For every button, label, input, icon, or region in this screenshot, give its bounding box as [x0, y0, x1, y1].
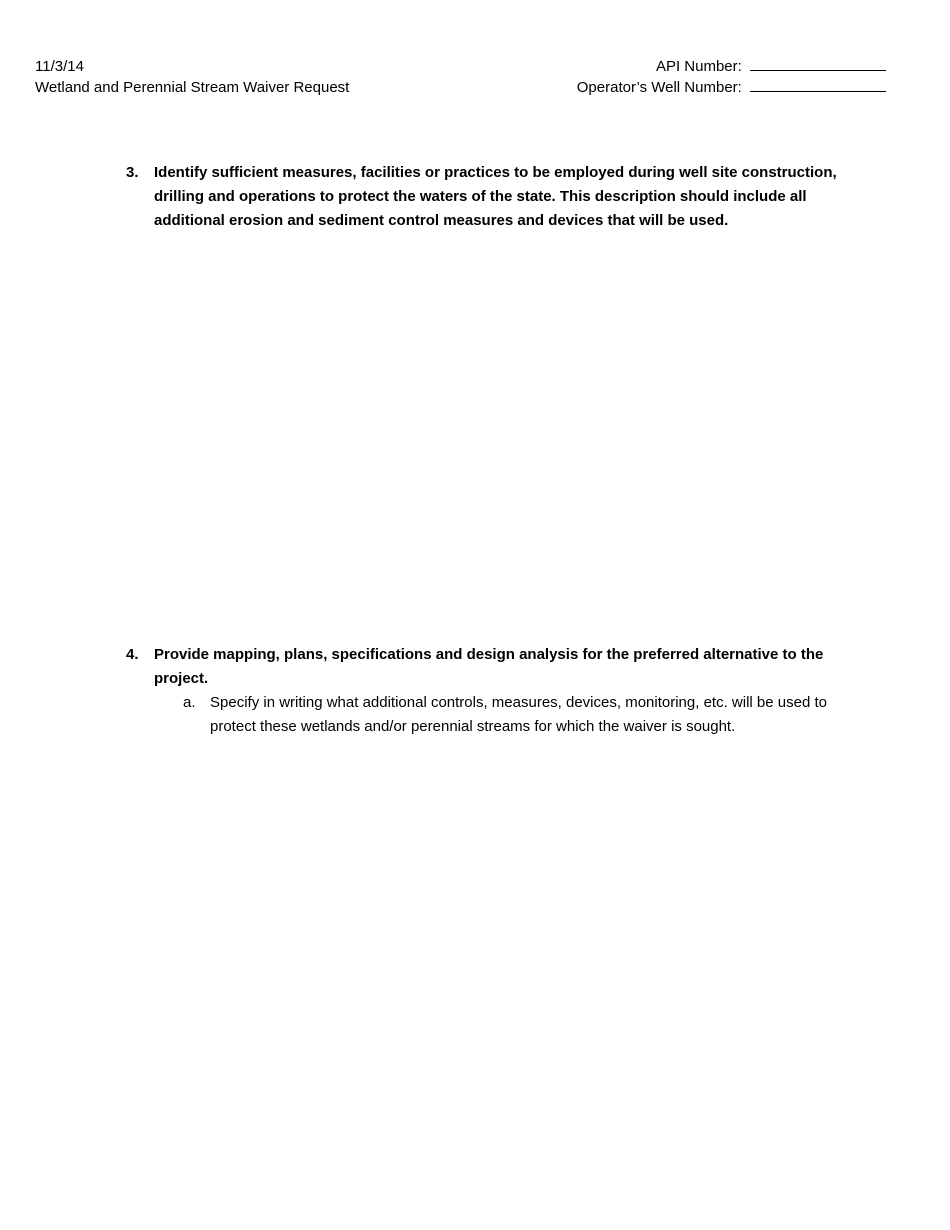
question-3-text: Identify sufficient measures, facilities or practices to be employed during well site construction, drilling and operations to protect the waters of the state. This description should include all additional erosion and sediment control measures and devices that will be used.: [154, 164, 837, 229]
subitem-a-text: Specify in writing what additional controls, measures, devices, monitoring, etc. will be used to protect these wetlands and/or perennial streams for which the waiver is sought.: [210, 694, 827, 735]
api-number-label: API Number:: [655, 58, 742, 75]
header-right: [577, 56, 886, 98]
header-left: [35, 56, 349, 98]
subitem-a-label: a.: [183, 694, 196, 711]
operator-well-number-field[interactable]: [750, 77, 886, 92]
question-4-subitem-a: [183, 691, 873, 739]
question-4-text: Provide mapping, plans, specifications and design analysis for the preferred alternative to the project.: [154, 646, 824, 687]
api-number-row: [577, 56, 886, 77]
question-4: [126, 643, 866, 691]
form-title: Wetland and Perennial Stream Waiver Request: [35, 79, 350, 96]
question-4-number: 4.: [126, 646, 139, 663]
question-3: [126, 161, 866, 233]
question-3-number: 3.: [126, 164, 139, 181]
operator-well-number-row: [577, 77, 886, 98]
header-date: 11/3/14: [35, 58, 84, 75]
api-number-field[interactable]: [750, 56, 886, 71]
operator-well-number-label: Operator’s Well Number:: [576, 79, 742, 96]
